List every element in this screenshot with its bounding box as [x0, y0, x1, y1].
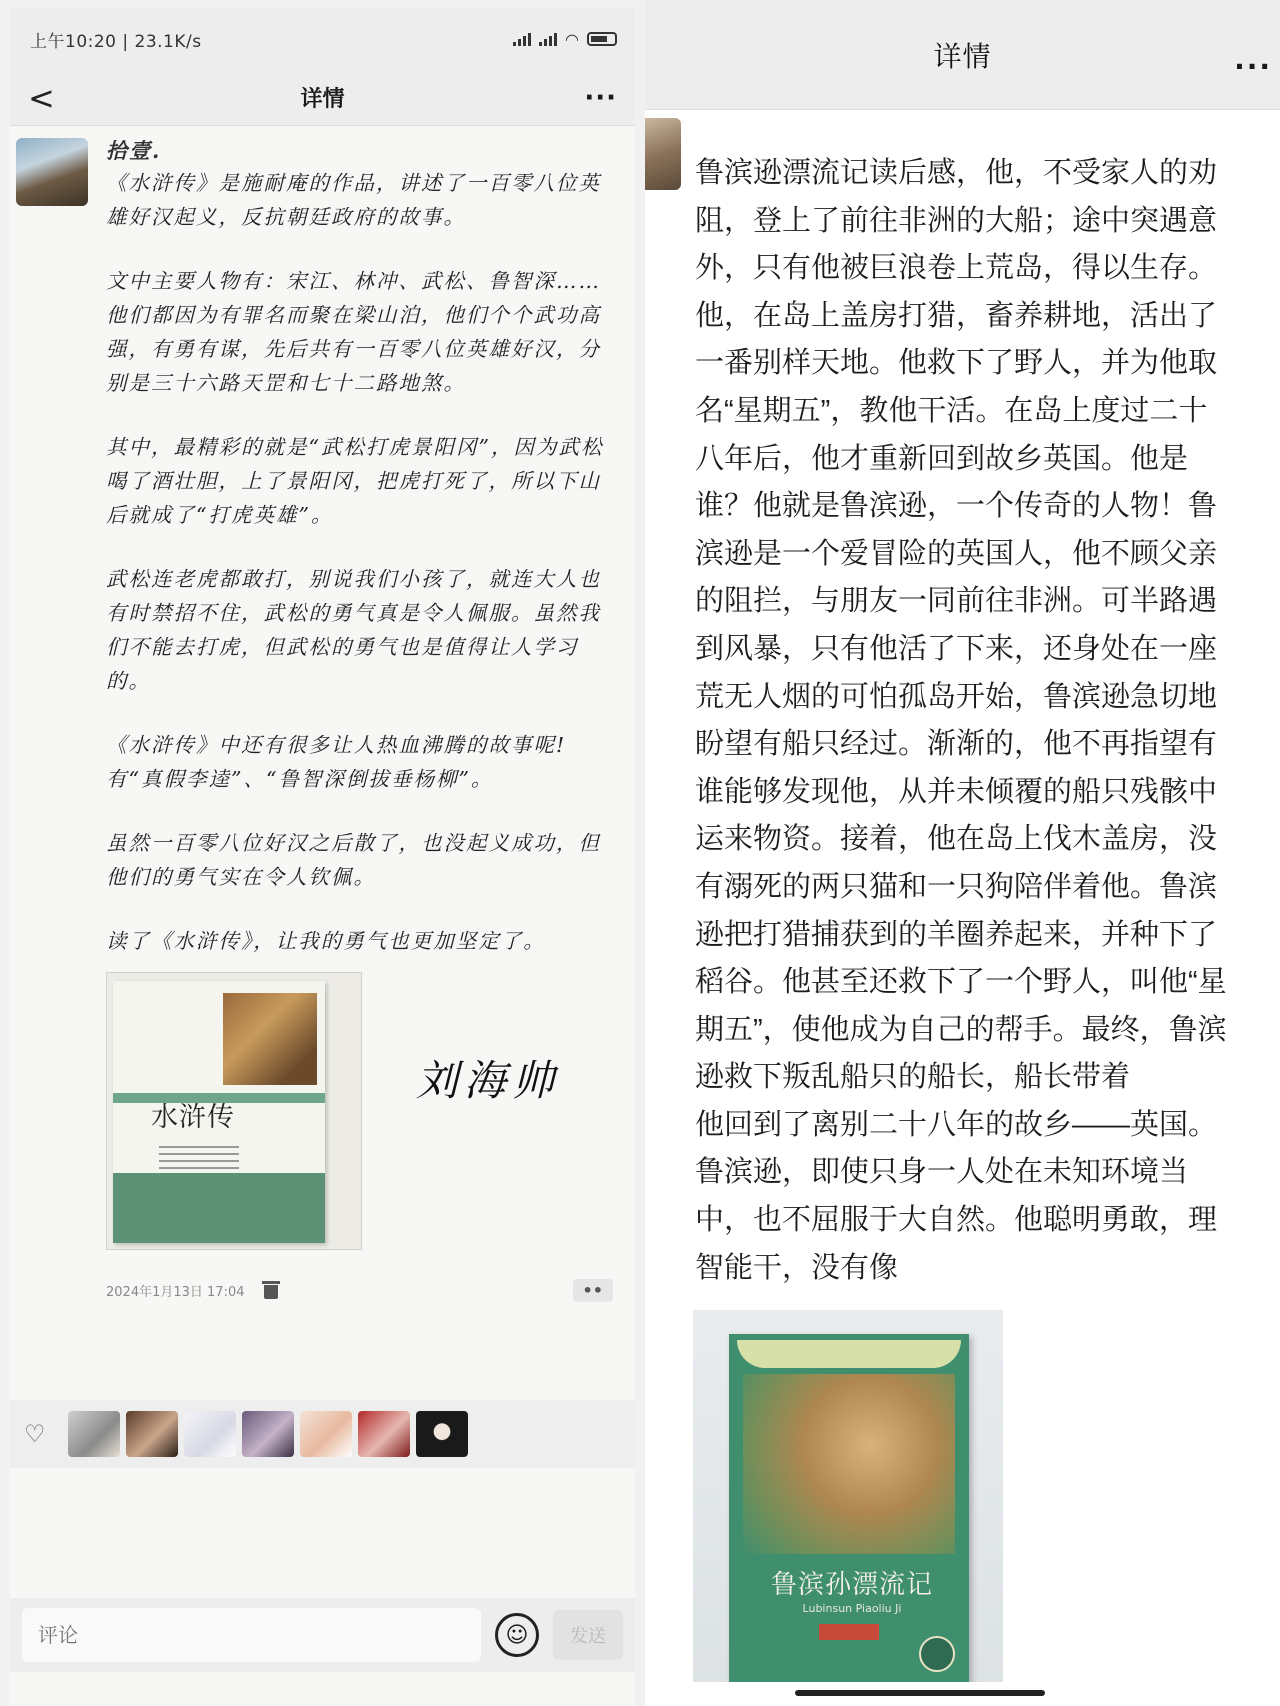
- post-line: 中，也不屈服于大自然。他聪明勇敢，理: [695, 1204, 1218, 1237]
- cover-author-tag: [819, 1624, 879, 1640]
- comment-input[interactable]: [22, 1608, 481, 1662]
- send-button[interactable]: 发送: [553, 1610, 623, 1660]
- comment-bar: [10, 1598, 635, 1672]
- avatar[interactable]: [645, 118, 681, 190]
- post-line: 期五”，使他成为自己的帮手。最终，鲁滨: [695, 1013, 1227, 1046]
- post-paragraph: 《水浒传》中还有很多让人热血沸腾的故事呢!有“真假李逵”、“鲁智深倒拔垂杨柳”。: [106, 733, 567, 791]
- like-avatar[interactable]: [242, 1411, 294, 1457]
- post-timestamp: 2024年1月13日 17:04: [106, 1284, 245, 1300]
- heart-icon: ♡: [24, 1420, 46, 1448]
- post-line: 八年后，他才重新回到故乡英国。他是: [695, 442, 1189, 475]
- right-screenshot: [645, 0, 1280, 1706]
- like-avatar[interactable]: [300, 1411, 352, 1457]
- post-paragraph: 其中，最精彩的就是“武松打虎景阳冈”，因为武松喝了酒壮胆，上了景阳冈，把虎打死了，所以下山后就成了“打虎英雄”。: [106, 435, 604, 527]
- nav-bar: [10, 70, 635, 126]
- post-line: 滨逊是一个爱冒险的英国人，他不顾父亲: [695, 537, 1218, 570]
- left-screenshot: [10, 8, 635, 1706]
- like-avatar[interactable]: [184, 1411, 236, 1457]
- post-paragraph: 读了《水浒传》，让我的勇气也更加坚定了。: [106, 929, 546, 953]
- book-cover: [113, 981, 325, 1243]
- like-avatar[interactable]: [416, 1411, 468, 1457]
- cover-band: [113, 1173, 325, 1243]
- cover-badge: [919, 1636, 955, 1672]
- moment-post: [10, 126, 635, 1308]
- status-bar: [10, 8, 635, 70]
- cover-illustration: [223, 993, 317, 1085]
- home-indicator[interactable]: [795, 1690, 1045, 1696]
- post-actions-button[interactable]: ••: [573, 1279, 613, 1302]
- like-avatar[interactable]: [68, 1411, 120, 1457]
- post-line: 荒无人烟的可怕孤岛开始，鲁滨逊急切地: [695, 680, 1218, 713]
- post-line: 智能干，没有像: [695, 1251, 899, 1284]
- more-options-button[interactable]: ···: [584, 82, 617, 113]
- post-line: 他，在岛上盖房打猎，畜养耕地，活出了: [695, 299, 1218, 332]
- post-line: 有溺死的两只猫和一只狗陪伴着他。鲁滨: [695, 870, 1218, 903]
- post-line: 逊救下叛乱船只的船长，船长带着: [695, 1061, 1131, 1094]
- likes-row: [10, 1400, 635, 1468]
- post-line: 到风暴，只有他活了下来，还身处在一座: [695, 632, 1218, 665]
- post-body: [695, 150, 1275, 1292]
- post-line: 鲁滨逊漂流记读后感，他，不受家人的劝: [695, 157, 1218, 189]
- post-line: 外，只有他被巨浪卷上荒岛，得以生存。: [695, 252, 1218, 285]
- back-button[interactable]: <: [28, 78, 55, 117]
- book-subtitle: Lubinsun Piaoliu Ji: [802, 1602, 902, 1615]
- trash-icon[interactable]: [263, 1281, 279, 1299]
- book-title: 水浒传: [151, 1102, 235, 1133]
- wifi-icon: ◠: [565, 29, 579, 49]
- battery-icon: [587, 32, 617, 46]
- post-line: 运来物资。接着，他在岛上伐木盖房，没: [695, 823, 1218, 856]
- book-photo[interactable]: [106, 972, 362, 1250]
- post-line: 谁？他就是鲁滨逊，一个传奇的人物！鲁: [695, 490, 1218, 523]
- post-line: 稻谷。他甚至还救下了一个野人，叫他“星: [695, 966, 1227, 999]
- post-meta: [106, 1272, 613, 1308]
- signal-icon: [513, 32, 531, 46]
- book-cover: [729, 1334, 969, 1682]
- nav-bar: [645, 0, 1280, 110]
- post-line: 阻，登上了前往非洲的大船；途中突遇意: [695, 204, 1218, 237]
- like-avatar[interactable]: [358, 1411, 410, 1457]
- post-paragraph: 《水浒传》是施耐庵的作品，讲述了一百零八位英雄好汉起义，反抗朝廷政府的故事。: [106, 171, 601, 229]
- cover-text-lines: [159, 1141, 239, 1174]
- like-avatar[interactable]: [126, 1411, 178, 1457]
- post-line: 名“星期五”，教他干活。在岛上度过二十: [695, 394, 1208, 427]
- post-body: [106, 136, 613, 1252]
- more-options-button[interactable]: ···: [1234, 50, 1272, 83]
- post-paragraph: 文中主要人物有：宋江、林冲、武松、鲁智深……他们都因为有罪名而聚在梁山泊，他们个个武功高强，有勇有谋，先后共有一百零八位英雄好汉，分别是三十六路天罡和七十二路地煞。: [106, 269, 601, 395]
- post-line: 鲁滨逊，即使只身一人处在未知环境当: [695, 1156, 1189, 1189]
- divider: [635, 0, 645, 1706]
- signal-icon: [539, 32, 557, 46]
- post-line: 的阻拦，与朋友一同前往非洲。可半路遇: [695, 585, 1218, 618]
- post-line: 逊把打猎捕获到的羊圈养起来，并种下了: [695, 918, 1218, 951]
- cover-banner: [737, 1340, 961, 1368]
- status-time: 上午10:20 | 23.1K/s: [30, 31, 202, 52]
- book-title: 鲁滨孙漂流记: [770, 1570, 933, 1600]
- page-title: 详情: [933, 40, 992, 72]
- post-line: 一番别样天地。他救下了野人，并为他取: [695, 347, 1218, 380]
- post-author[interactable]: 拾壹.: [106, 138, 162, 163]
- page-title: 详情: [300, 86, 345, 112]
- post-paragraph: 虽然一百零八位好汉之后散了，也没起义成功，但他们的勇气实在令人钦佩。: [106, 831, 601, 889]
- post-photo-row: [106, 972, 613, 1252]
- avatar[interactable]: [16, 138, 88, 206]
- emoji-icon[interactable]: ☺: [495, 1613, 539, 1657]
- post-meta-left: [106, 1281, 279, 1300]
- post-line: 他回到了离别二十八年的故乡——英国。: [695, 1108, 1218, 1141]
- post-line: 盼望有船只经过。渐渐的，他不再指望有: [695, 728, 1218, 761]
- post-line: 谁能够发现他，从并未倾覆的船只残骸中: [695, 775, 1218, 808]
- book-photo[interactable]: [693, 1310, 1003, 1682]
- signature: 刘海帅: [416, 1056, 561, 1105]
- status-icons: [513, 30, 617, 49]
- post-paragraph: 武松连老虎都敢打，别说我们小孩了，就连大人也有时禁招不住，武松的勇气真是令人佩服。虽然我们不能去打虎，但武松的勇气也是值得让人学习的。: [106, 567, 601, 693]
- cover-illustration: [743, 1374, 955, 1554]
